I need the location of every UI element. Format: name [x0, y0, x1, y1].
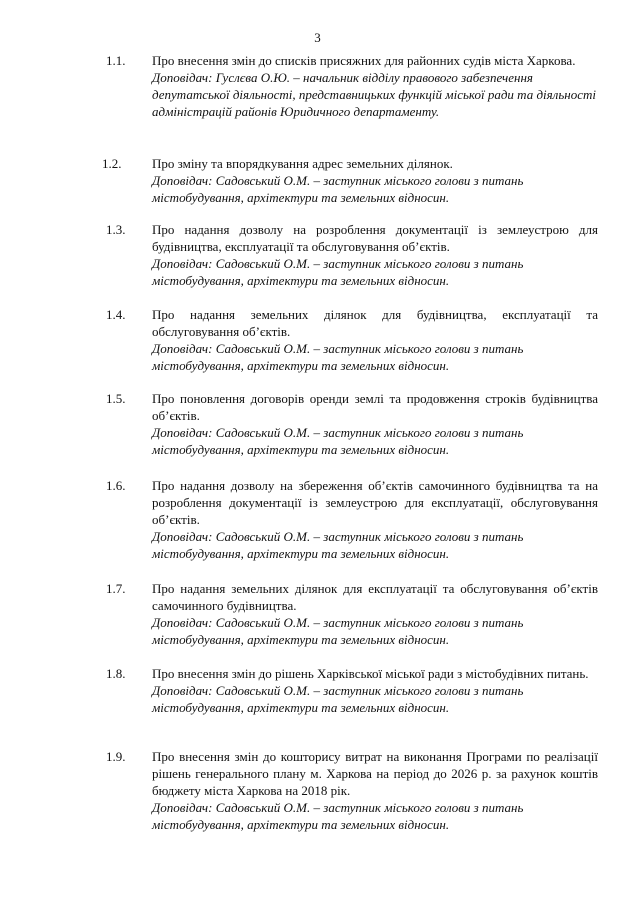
item-content	[152, 155, 598, 206]
item-title: Про надання дозволу на розроблення документації із землеустрою для будівництва, експлуатації та обслуговування об’єктів.	[152, 222, 598, 254]
item-content	[152, 580, 598, 648]
item-title: Про надання земельних ділянок для будівництва, експлуатації та обслуговування об’єктів.	[152, 307, 598, 339]
item-number: 1.1.	[106, 53, 126, 68]
item-speaker: Доповідач: Садовський О.М. – заступник міського голови з питань містобудування, архітектури та земельних відносин.	[152, 173, 524, 205]
item-speaker: Доповідач: Садовський О.М. – заступник міського голови з питань містобудування, архітектури та земельних відносин.	[152, 341, 524, 373]
item-speaker: Доповідач: Садовський О.М. – заступник міського голови з питань містобудування, архітектури та земельних відносин.	[152, 256, 524, 288]
item-number: 1.9.	[106, 749, 126, 764]
item-number: 1.7.	[106, 581, 126, 596]
item-title: Про внесення змін до рішень Харківської міської ради з містобудівних питань.	[152, 666, 589, 681]
item-speaker: Доповідач: Садовський О.М. – заступник міського голови з питань містобудування, архітектури та земельних відносин.	[152, 683, 524, 715]
item-title: Про внесення змін до списків присяжних для районних судів міста Харкова.	[152, 53, 576, 68]
item-content	[152, 52, 598, 120]
item-number: 1.3.	[106, 222, 126, 237]
item-title: Про надання земельних ділянок для експлуатації та обслуговування об’єктів самочинного будівництва.	[152, 581, 598, 613]
item-speaker: Доповідач: Садовський О.М. – заступник міського голови з питань містобудування, архітектури та земельних відносин.	[152, 425, 524, 457]
item-speaker: Доповідач: Садовський О.М. – заступник міського голови з питань містобудування, архітектури та земельних відносин.	[152, 615, 524, 647]
item-content	[152, 665, 598, 716]
item-speaker: Доповідач: Садовський О.М. – заступник міського голови з питань містобудування, архітектури та земельних відносин.	[152, 800, 524, 832]
item-content	[152, 477, 598, 562]
item-title: Про внесення змін до кошторису витрат на виконання Програми по реалізації рішень генерального плану м. Харкова на період до 2026 р. за рахунок коштів бюджету міста Харкова на 2018 рік.	[152, 749, 598, 798]
item-speaker: Доповідач: Садовський О.М. – заступник міського голови з питань містобудування, архітектури та земельних відносин.	[152, 529, 524, 561]
item-number: 1.4.	[106, 307, 126, 322]
item-number: 1.5.	[106, 391, 126, 406]
item-content	[152, 390, 598, 458]
item-number: 1.6.	[106, 478, 126, 493]
item-content	[152, 221, 598, 289]
page-number: 3	[314, 30, 321, 45]
item-title: Про надання дозволу на збереження об’єктів самочинного будівництва та на розроблення документації із землеустрою для експлуатації, обслуговування об’єктів.	[152, 478, 598, 527]
item-number: 1.8.	[106, 666, 126, 681]
item-title: Про зміну та впорядкування адрес земельних ділянок.	[152, 156, 453, 171]
item-content	[152, 306, 598, 374]
item-title: Про поновлення договорів оренди землі та продовження строків будівництва об’єктів.	[152, 391, 598, 423]
item-number: 1.2.	[102, 156, 122, 171]
item-speaker: Доповідач: Гуслєва О.Ю. – начальник відділу правового забезпечення депутатської діяльності, представницьких функцій міської ради та діяльності адміністрацій районів Юридичного департаменту.	[152, 70, 596, 119]
item-content	[152, 748, 598, 833]
